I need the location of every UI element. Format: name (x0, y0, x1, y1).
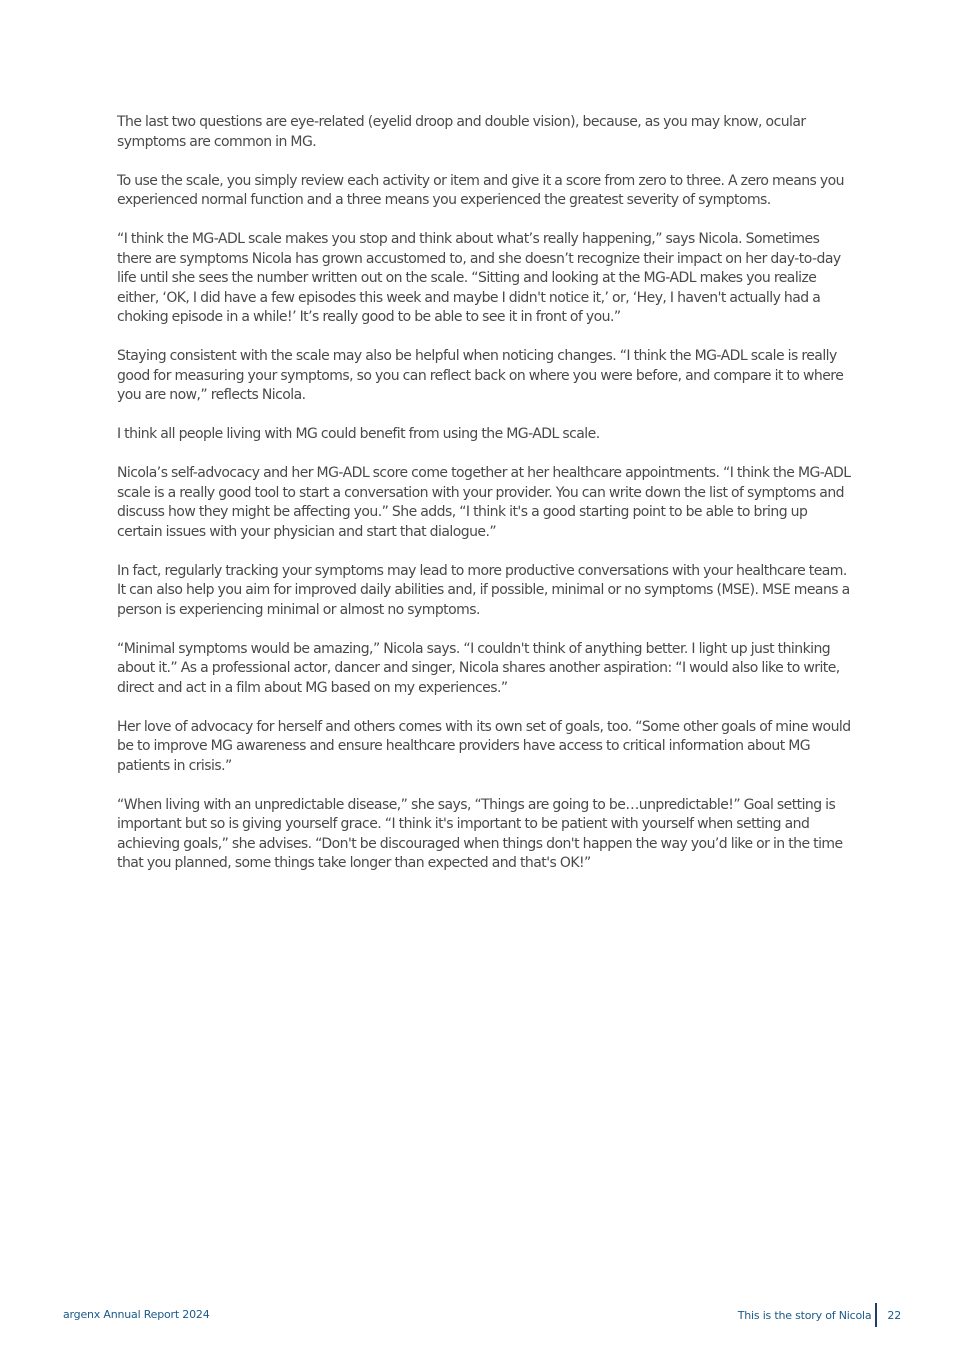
footer-section (738, 1303, 901, 1327)
paragraph-4: Staying consistent with the scale may also be helpful when noticing changes. “I think the MG-ADL scale is really good for measuring your symptoms, so you can reflect back on where you were before, and compare it to where you are now,” reflects Nicola. (117, 348, 844, 403)
footer-divider (875, 1303, 877, 1327)
paragraph-10: “When living with an unpredictable disease,” she says, “Things are going to be…unpredictable!” Goal setting is important but so is giving yourself grace. “I think it's important to be patient with yourself when setting and achieving goals,” she advises. “Don't be discouraged when things don't happen the way you’d like or in the time that you planned, some things take longer than expected and that's OK!” (117, 796, 843, 871)
article-body (117, 113, 851, 893)
page-number: 22 (887, 1308, 901, 1322)
paragraph-3: “I think the MG-ADL scale makes you stop and think about what’s really happening,” says Nicola. Sometimes there are symptoms Nicola has grown accustomed to, and she doesn’t recognize their impact on her day-to-day life until she sees the number written out on the scale. “Sitting and looking at the MG-ADL makes you realize either, ‘OK, I did have a few episodes this week and maybe I didn't notice it,’ or, ‘Hey, I haven't actually had a choking episode in a while!’ It’s really good to be able to see it in front of you.” (117, 231, 841, 325)
paragraph-6: Nicola’s self-advocacy and her MG-ADL score come together at her healthcare appointments. “I think the MG-ADL scale is a really good tool to start a conversation with your provider. You can write down the list of symptoms and discuss how they might be affecting you.” She adds, “I think it's a good starting point to be able to bring up certain issues with your physician and start that dialogue.” (117, 465, 851, 540)
paragraph-5: I think all people living with MG could benefit from using the MG-ADL scale. (117, 426, 600, 442)
footer-report-title: argenx Annual Report 2024 (63, 1308, 210, 1321)
paragraph-1: The last two questions are eye-related (eyelid droop and double vision), because, as you may know, ocular symptoms are common in MG. (117, 114, 806, 150)
paragraph-2: To use the scale, you simply review each activity or item and give it a score from zero to three. A zero means you experienced normal function and a three means you experienced the greatest severity of symptoms. (117, 172, 844, 208)
paragraph-8: “Minimal symptoms would be amazing,” Nicola says. “I couldn't think of anything better. I light up just thinking about it.” As a professional actor, dancer and singer, Nicola shares another aspiration: “I would also like to write, direct and act in a film about MG based on my experiences.” (117, 640, 840, 696)
paragraph-9: Her love of advocacy for herself and others comes with its own set of goals, too. “Some other goals of mine would be to improve MG awareness and ensure healthcare providers have access to critical information about MG patients in crisis.” (117, 718, 851, 774)
paragraph-7: In fact, regularly tracking your symptoms may lead to more productive conversations with your healthcare team. It can also help you aim for improved daily abilities and, if possible, minimal or no symptoms (MSE). MSE means a person is experiencing minimal or almost no symptoms. (117, 562, 850, 618)
footer-section-title: This is the story of Nicola (737, 1308, 872, 1322)
